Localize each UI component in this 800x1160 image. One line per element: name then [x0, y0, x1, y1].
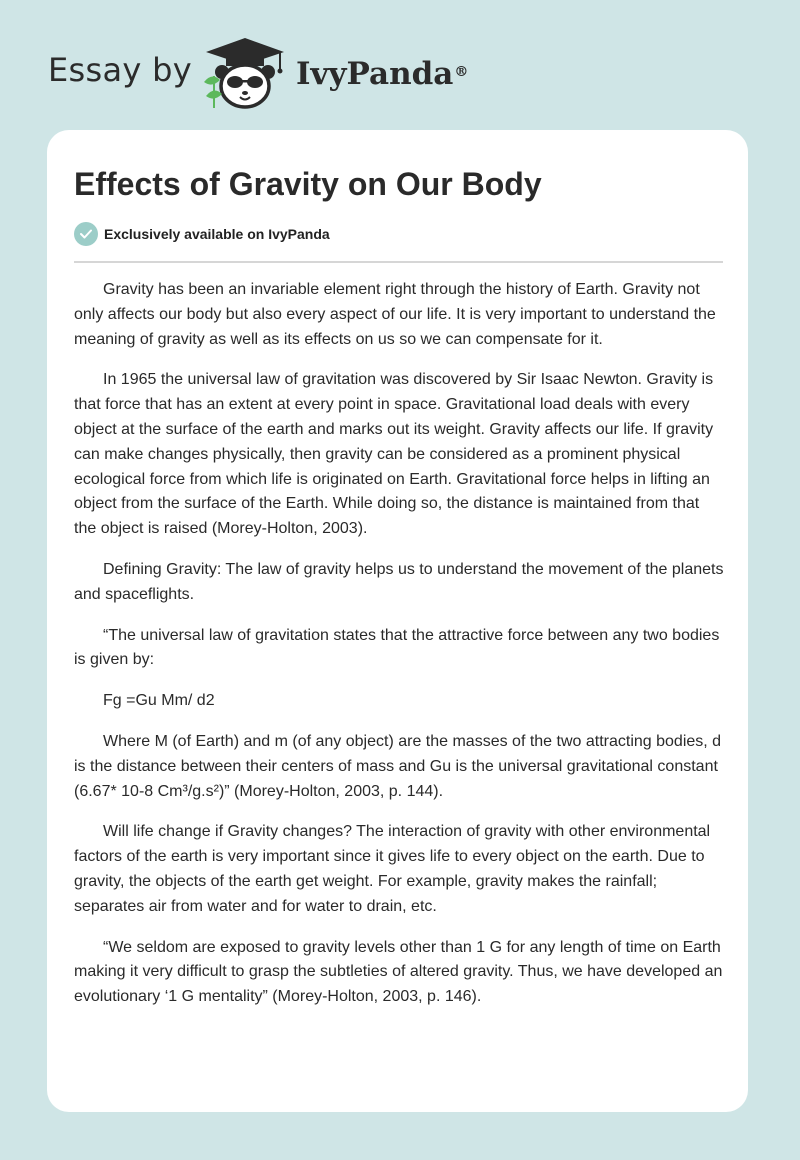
- paragraph: “We seldom are exposed to gravity levels other than 1 G for any length of time on Earth making it very difficult to grasp the subtleties of altered gravity. Thus, we have developed an evolutionary ‘1 G mentality” (Morey-Holton, 2003, p. 146).: [74, 938, 723, 1006]
- paragraph: In 1965 the universal law of gravitation was discovered by Sir Isaac Newton. Gravity is that force that has an extent at every point in space. Gravitational load deals with every object at the surface of the earth and marks out its weight. Gravity affects our life. If gravity can make changes physically, then gravity can be considered as a prominent physical ecological force from which life is originated on Earth. Gravitational force helps in lifting an object from the surface of the Earth. While doing so, the distance is maintained from that the object is raised (Morey-Holton, 2003).: [74, 371, 714, 538]
- paragraph: Where M (of Earth) and m (of any object) are the masses of the two attracting bodies, d is the distance between their centers of mass and Gu is the universal gravitational constant (6.67* 10-8 Cm³/g.s²)” (Morey-Holton, 2003, p. 144).: [74, 732, 722, 800]
- essay-body: [74, 278, 725, 1026]
- check-circle-icon: [74, 222, 98, 246]
- panda-graduate-icon: [200, 36, 290, 110]
- essay-by-label: Essay by: [48, 51, 192, 89]
- badge-text: Exclusively available on IvyPanda: [104, 226, 330, 242]
- site-header: [0, 0, 800, 120]
- formula: Fg =Gu Mm/ d2: [103, 692, 215, 710]
- registered-mark: ®: [454, 64, 469, 80]
- paragraph: “The universal law of gravitation states that the attractive force between any two bodies is given by:: [74, 626, 720, 669]
- brand-logo-text[interactable]: [296, 54, 468, 94]
- paragraph: Defining Gravity: The law of gravity helps us to understand the movement of the planets and spaceflights.: [74, 560, 724, 603]
- page-title: Effects of Gravity on Our Body: [74, 166, 542, 202]
- exclusive-badge: [74, 222, 330, 246]
- brand-name: IvyPanda: [296, 56, 454, 92]
- divider: [74, 261, 723, 263]
- paragraph: Will life change if Gravity changes? The interaction of gravity with other environmental factors of the earth is very important since it gives life to every object on the earth. Due to gravity, the objects of the earth get weight. For example, gravity makes the rainfall; separates air from water and for water to drain, etc.: [74, 823, 711, 915]
- paragraph: Gravity has been an invariable element right through the history of Earth. Gravity not only affects our body but also every aspect of our life. It is very important to understand the meaning of gravity as well as its effects on us so we can compensate for it.: [74, 281, 716, 348]
- essay-card: [47, 130, 748, 1112]
